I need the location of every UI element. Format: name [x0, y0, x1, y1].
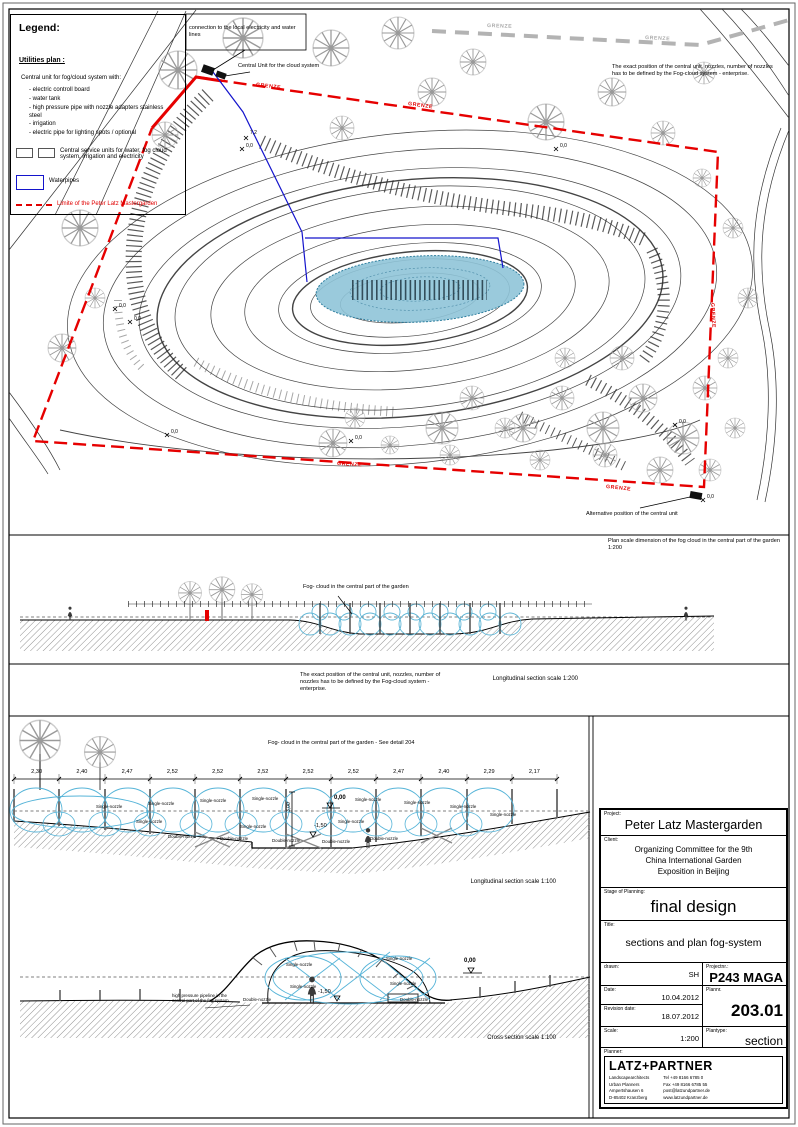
client-row — [601, 836, 786, 888]
dim-value: 2,47 — [121, 769, 133, 775]
legend-title: Legend: — [19, 22, 60, 34]
client-line: Organizing Committee for the 9th — [634, 845, 753, 854]
legend-item: - irrigation — [29, 121, 56, 127]
projectnr-label: Projectnr.: — [706, 964, 729, 970]
scale-plantype-row — [601, 1027, 786, 1048]
address-line: Landscapearchitects — [609, 1075, 650, 1080]
nozzle-label: Double-nozzle — [322, 839, 351, 844]
level-minus-label: -1,50 — [314, 823, 327, 829]
legend-subtitle: Utilities plan : — [19, 57, 65, 64]
drawn-label: drawn: — [604, 964, 620, 970]
contact-line: www.latzundpartner.de — [663, 1094, 708, 1100]
legend-symbol-label: Central service units for water, fog cloud system, irrigation and electricity — [60, 148, 167, 160]
planner-address — [609, 1075, 649, 1101]
cross-section-100 — [20, 941, 590, 1038]
project-label: Project: — [604, 811, 621, 817]
grenze-label: GRENZE — [605, 484, 632, 493]
contact-line: post@latzundpartner.de — [663, 1088, 710, 1094]
nozzle-label: Double-nozzle — [272, 838, 301, 843]
planner-name: LATZ+PARTNER — [609, 1059, 713, 1073]
nozzle-label: Double-nozzle — [370, 836, 399, 841]
plantype-label: Plantype: — [706, 1028, 727, 1034]
section-tree — [241, 584, 263, 621]
date-plannr-row — [601, 986, 786, 1027]
plan-scale-note: Plan scale dimension of the fog cloud in the central part of the garden 1:200 — [608, 538, 780, 551]
legend-item: - water tank — [29, 96, 61, 102]
spot-elevation: 0,0 — [171, 429, 178, 435]
dim-value: 2,40 — [438, 769, 450, 775]
legend-symbol-waterpipes — [16, 175, 159, 190]
connection-note: connection to the local electricity and water lines — [189, 25, 296, 38]
cross-section-scale-label: Cross section scale 1:100 — [487, 1035, 556, 1041]
spot-elevation: 0,0 — [560, 143, 567, 149]
address-line: D-85402 Kranzberg — [609, 1094, 648, 1100]
central-unit-label: Central Unit for the cloud system — [238, 63, 320, 69]
nozzle-label: Single-nozzle — [386, 956, 413, 961]
date-label: Date: — [604, 987, 616, 993]
spot-elevation: 7,2 — [250, 130, 257, 136]
legend-symbol-label: Limite of the Peter Latz Mastergarden — [57, 201, 158, 207]
limit-line-symbol — [16, 204, 52, 206]
drawn-value: SH — [688, 970, 699, 979]
spot-elevation: 0,0 — [246, 143, 253, 149]
address-line: Urban Planners — [609, 1081, 640, 1087]
title-label: Title: — [604, 922, 615, 928]
exact-position-note: The exact position of the central unit, nozzles, number of nozzles has to be defined by the Fog-cloud system - enterprise. — [612, 64, 773, 77]
section-scale-label-200: Longitudinal section scale 1:200 — [492, 676, 578, 682]
dim-value: 2,29 — [483, 769, 495, 775]
alternative-position-label: Alternative position of the central unit — [586, 511, 678, 517]
dim-value: 2,30 — [31, 769, 43, 775]
revision-label: Revision date: — [604, 1006, 636, 1012]
scale-label: Scale: — [604, 1028, 618, 1034]
pipeline-note: high pressure pipeline in the central part of the fog system — [172, 993, 229, 1004]
waterpipe-symbol — [16, 175, 44, 190]
spot-elevation: 0,0 — [707, 494, 714, 500]
level-zero-label: 0,00 — [464, 958, 476, 964]
legend-item: - electric controll board — [29, 87, 90, 93]
title-row — [601, 921, 786, 963]
drawn-projectnr-row — [601, 963, 786, 986]
nozzle-label: Single-nozzle — [200, 798, 227, 803]
dim-value: 2,52 — [302, 769, 314, 775]
plannr-label: Plannr. — [706, 987, 722, 993]
title-block — [599, 808, 788, 1109]
legend-symbol-units — [16, 148, 178, 160]
section-tree — [209, 577, 235, 621]
dim-value: 2,52 — [257, 769, 269, 775]
level-zero-label: 0,00 — [334, 795, 346, 801]
nozzle-label: Single-nozzle — [286, 962, 313, 967]
dimension-values — [14, 769, 557, 775]
nozzle-label: Single-nozzle — [390, 981, 417, 986]
revision-value: 18.07.2012 — [661, 1012, 699, 1021]
client-line: Exposition in Beijing — [657, 866, 730, 876]
section-scale-label-100: Longitudinal section scale 1:100 — [470, 879, 556, 885]
stage-value: final design — [650, 897, 737, 916]
grenze-label-gray: GRENZE — [486, 23, 513, 30]
stage-row — [601, 888, 786, 921]
exact-position-note-200: The exact position of the central unit, nozzles, number of nozzles has to be defined by the Fog-cloud system - enterprise. — [300, 672, 441, 692]
planner-label: Planner: — [604, 1049, 623, 1055]
spot-elevation: 0,0 — [679, 419, 686, 425]
plantype-value: section — [744, 1034, 783, 1048]
mound-outline — [210, 941, 452, 1001]
planner-block — [601, 1048, 786, 1107]
nozzle-label: Double-nozzle — [220, 836, 249, 841]
service-unit-symbol — [16, 148, 33, 158]
grenze-label: GRENZE — [407, 101, 434, 111]
grenze-label: GRENZE — [255, 82, 282, 92]
person-figure — [68, 607, 72, 621]
alternative-unit-symbol — [689, 491, 702, 500]
spot-elevation: 0,0 — [119, 303, 126, 309]
projectnr-value: P243 MAGA — [709, 970, 783, 985]
nozzle-label: Single-nozzle — [148, 801, 175, 806]
project-name: Peter Latz Mastergarden — [624, 818, 763, 832]
dim-value: 2,52 — [347, 769, 359, 775]
fog-cloud-label-100: Fog- cloud in the central part of the garden - See detail 204 — [268, 740, 415, 746]
spot-elevation: 0,0 — [355, 435, 362, 441]
nozzle-label: Single-nozzle — [240, 824, 267, 829]
dim-value: 2,40 — [76, 769, 88, 775]
height-dim-label: 3,00 — [286, 802, 292, 812]
grenze-label: GRENZE — [336, 461, 363, 469]
planner-contact — [663, 1075, 710, 1101]
grenze-label: GRENZE — [709, 302, 717, 329]
stage-label: Stage of Planning: — [604, 889, 645, 895]
fog-cloud-label-200: Fog- cloud in the central part of the garden — [303, 584, 409, 590]
dim-value: 2,47 — [393, 769, 405, 775]
planner-logo-box — [604, 1056, 783, 1104]
date-value: 10.04.2012 — [661, 993, 699, 1002]
dim-value: 2,52 — [212, 769, 224, 775]
nozzle-label: Single-nozzle — [450, 804, 477, 809]
dimension-line — [12, 774, 559, 784]
plannr-value: 203.01 — [731, 1001, 783, 1020]
service-unit-symbol — [38, 148, 55, 158]
client-label: Client: — [604, 837, 619, 843]
legend-symbol-label: Waterpipes — [49, 178, 80, 184]
section-tree — [179, 581, 202, 621]
contact-line: Tel +49 8166 6785 0 — [663, 1075, 704, 1080]
contact-line: Fax +49 8166 6785 55 — [663, 1081, 708, 1087]
section-tree — [84, 737, 115, 790]
legend-box — [10, 14, 186, 215]
dim-value: 2,17 — [528, 769, 540, 775]
central-unit-mark — [205, 610, 209, 621]
nozzle-label: Single-nozzle — [355, 797, 382, 802]
nozzle-label: Single-nozzle — [290, 984, 317, 989]
nozzle-label: Single-nozzle — [96, 804, 123, 809]
dim-value: 2,52 — [166, 769, 178, 775]
nozzle-label: Single-nozzle — [490, 812, 517, 817]
nozzle-label: Single-nozzle — [338, 819, 365, 824]
project-row — [601, 810, 786, 836]
nozzle-label: Single-nozzle — [404, 800, 431, 805]
nozzle-label: Double-nozzle — [243, 997, 272, 1002]
grenze-label-gray: GRENZE — [644, 35, 671, 43]
scale-value: 1:200 — [680, 1034, 699, 1043]
nozzle-label: Double-nozzle — [400, 997, 429, 1002]
spot-elevation: 0,0 — [134, 316, 141, 322]
legend-heading: Central unit for fog/cloud system with: — [21, 75, 122, 81]
legend-item: - electric pipe for lighting spots / optional — [29, 130, 137, 136]
nozzle-label: Single-nozzle — [252, 796, 279, 801]
legend-item: - high pressure pipe with nozzle adapters stainless steel — [29, 105, 164, 119]
drawing-title: sections and plan fog-system — [625, 937, 762, 949]
address-line: Ampertshausen 6 — [609, 1088, 644, 1094]
nozzle-label: Single-nozzle — [136, 819, 163, 824]
level-minus-label: -1,50 — [318, 989, 331, 995]
section-tree — [20, 720, 61, 790]
nozzle-label: Double-nozzle — [168, 834, 197, 839]
client-line: China International Garden — [645, 855, 742, 865]
legend-symbol-limit — [16, 201, 157, 207]
